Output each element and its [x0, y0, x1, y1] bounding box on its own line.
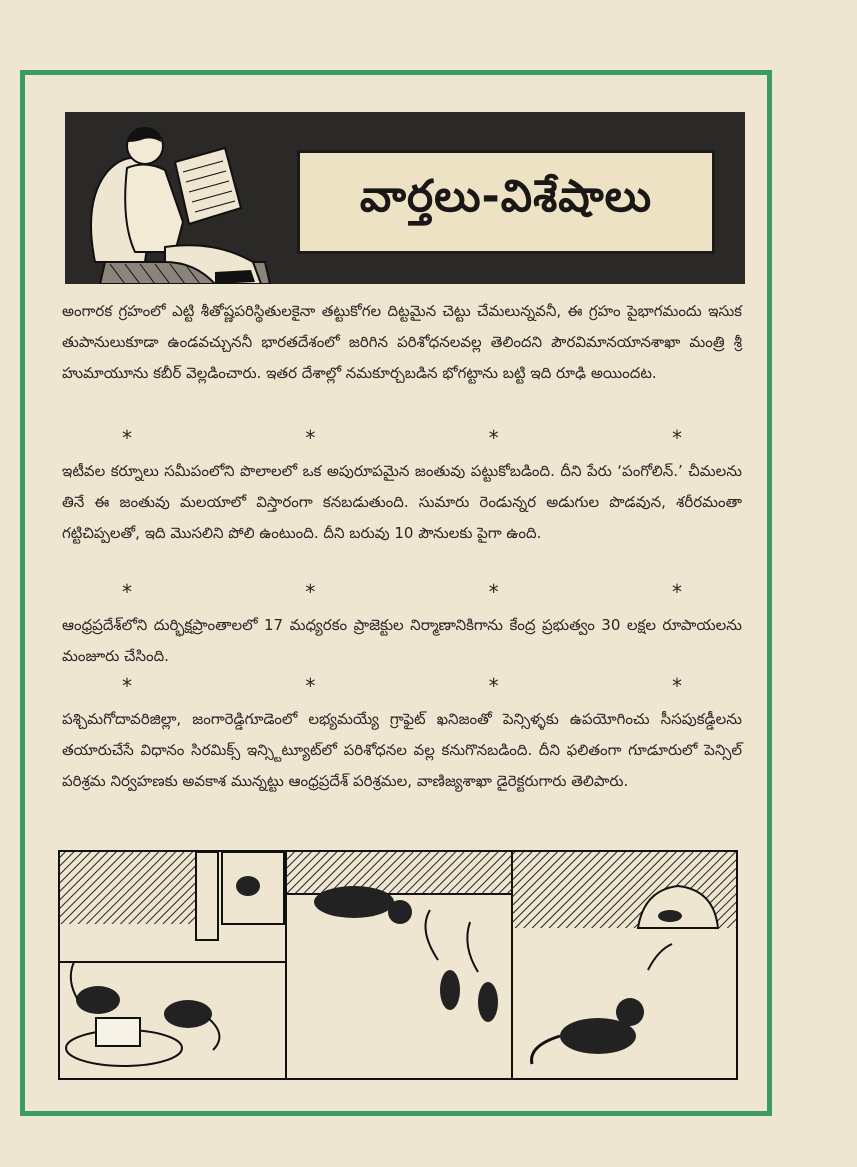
page-title: వార్తలు-విశేషాలు	[359, 171, 653, 222]
article-pangolin: ఇటీవల కర్నూలు సమీపంలోని పొలాలలో ఒక అపురూపమైన జంతువు పట్టుకోబడింది. దీని పేరు ‘పంగోలిన్.’ చీమలను తినే ఈ జంతువు మలయాలో విస్తారంగా కనబడుతుంది. సుమారు రెండున్నర అడుగుల పొడవున, శరీరమంతా గట్టిచిప్పలతో, ఇది మొసలిని పోలి ఉంటుంది. దీని బరువు 10 పౌనులకు పైగా ఉంది.	[62, 462, 742, 542]
separator-3: * * * *	[122, 674, 682, 698]
header-banner	[65, 112, 745, 284]
article-graphite: పశ్చిమగోదావరిజిల్లా, జంగారెడ్డిగూడెంలో లభ్యమయ్యే గ్రాఫైట్ ఖనిజంతో పెన్సిళ్ళకు ఉపయోగించు సీసపుకడ్డీలను తయారుచేసే విధానం సిరమిక్స్ ఇన్స్టిట్యూట్‌లో పరిశోధనల వల్ల కనుగొనబడింది. దీని ఫలితంగా గూడూరులో పెన్సిల్ పరిశ్రమ నిర్వహణకు అవకాశ మున్నట్టు ఆంధ్రప్రదేశ్ పరిశ్రమల, వాణిజ్యశాఖా డైరెక్టరుగారు తెలిపారు.	[62, 710, 742, 790]
title-box	[297, 150, 715, 254]
separator-2: * * * *	[122, 580, 682, 604]
article-projects: ఆంధ్రప్రదేశ్‌లోని దుర్భిక్షప్రాంతాలలో 17 మధ్యరకం ప్రాజెక్టుల నిర్మాణానికిగాను కేంద్ర ప్రభుత్వం 30 లక్షల రూపాయలను మంజూరు చేసింది.	[62, 616, 742, 665]
cat-and-mice-cartoon-strip	[58, 850, 738, 1080]
article-mars: అంగారక గ్రహంలో ఎట్టి శీతోష్ణపరిస్థితులకైనా తట్టుకోగల దిట్టమైన చెట్టు చేమలున్నవనీ, ఈ గ్రహం పైభాగమందు ఇసుక తుపానులుకూడా ఉండవచ్చుననీ భారతదేశంలో జరిగిన పరిశోధనలవల్ల తెలిందని పౌరవిమానయానశాఖా మంత్రి శ్రీ హుమాయూను కబీర్ వెల్లడించారు. ఇతర దేశాల్లో నమకూర్చబడిన భోగట్టాను బట్టి ఇది రూఢి అయిందట.	[62, 302, 742, 382]
man-reading-newspaper-illustration	[65, 112, 297, 284]
separator-1: * * * *	[122, 426, 682, 450]
